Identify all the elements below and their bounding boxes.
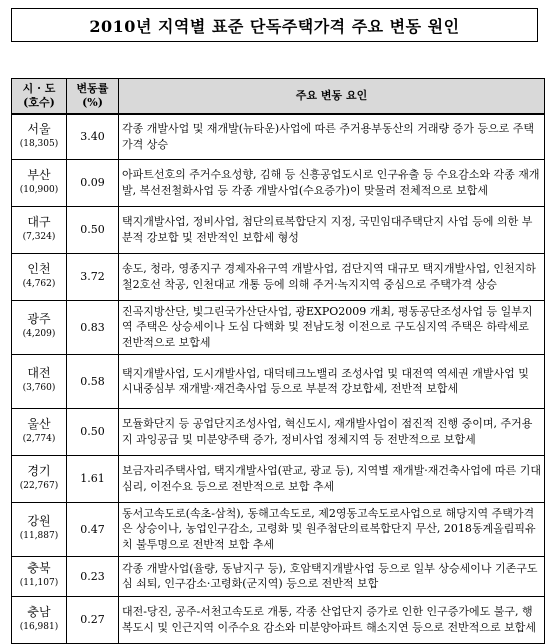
region-name: 강원	[27, 514, 51, 528]
change-cause: 보금자리주택사업, 택지개발사업(판교, 광교 등), 지역별 재개발·재건축사업에 따른 기대심리, 이전수요 등으로 전반적으로 보합 추세	[119, 455, 545, 502]
region-name: 부산	[27, 167, 51, 182]
region-cell	[12, 408, 67, 455]
region-name: 대전	[27, 366, 51, 380]
house-count: (18,305)	[19, 138, 59, 149]
header-cause: 주요 변동 요인	[119, 79, 545, 115]
house-count: (22,767)	[19, 480, 59, 491]
change-cause: 진곡지방산단, 빛그린국가산단사업, 광EXPO2009 개최, 평동공단조성사업 등 일부지역 주택은 상승세이나 도심 다핵화 및 전남도청 이전으로 구도심지역 주택은 하락세로 전반적으로 보합세	[119, 300, 545, 354]
change-rate: 0.09	[67, 159, 119, 206]
header-rate	[67, 79, 119, 115]
change-rate: 0.23	[67, 556, 119, 596]
table-row	[12, 206, 545, 253]
region-name: 광주	[27, 312, 51, 326]
region-name: 충북	[27, 561, 51, 575]
change-rate: 3.72	[67, 253, 119, 300]
change-rate: 0.58	[67, 354, 119, 408]
change-rate: 0.83	[67, 300, 119, 354]
region-name: 서울	[27, 121, 51, 136]
header-region	[12, 79, 67, 115]
region-cell	[12, 502, 67, 556]
table-row	[12, 354, 545, 408]
change-cause: 동서고속도로(속초-삼척), 동해고속도로, 제2영동고속도로사업으로 해당지역 주택가격은 상승이나, 농업인구감소, 고령화 및 원주첨단의료복합단지 무산, 2018동계올림픽유치 불투명으로 전반적 보합 추세	[119, 502, 545, 556]
table-row	[12, 556, 545, 596]
region-cell	[12, 556, 67, 596]
page-title: 2010년 지역별 표준 단독주택가격 주요 변동 원인	[89, 16, 460, 36]
table-row	[12, 502, 545, 556]
region-name: 울산	[27, 416, 51, 431]
table-header-row	[12, 79, 545, 115]
price-change-table	[11, 78, 545, 644]
region-cell	[12, 354, 67, 408]
table-row	[12, 408, 545, 455]
title-box	[11, 8, 538, 42]
table-row	[12, 114, 545, 159]
table-row	[12, 455, 545, 502]
region-cell	[12, 159, 67, 206]
house-count: (4,209)	[22, 329, 56, 339]
house-count: (4,762)	[22, 278, 56, 289]
change-rate: 0.50	[67, 206, 119, 253]
table-row	[12, 300, 545, 354]
change-rate: 0.27	[67, 596, 119, 643]
change-cause: 택지개발사업, 도시개발사업, 대덕테크노밸리 조성사업 및 대전역 역세권 개발사업 및 시내중심부 재개발·재건축사업 등으로 부분적 강보합세, 전반적 보합세	[119, 354, 545, 408]
change-cause: 각종 개발사업(율량, 동남지구 등), 호암택지개발사업 등으로 일부 상승세이나 기존구도심 쇠퇴, 인구감소·고령화(군지역) 등으로 전반적 보합	[119, 556, 545, 596]
header-region-label: 시 · 도	[22, 82, 56, 95]
region-cell	[12, 455, 67, 502]
region-cell	[12, 206, 67, 253]
change-cause: 택지개발사업, 정비사업, 첨단의료복합단지 지정, 국민임대주택단지 사업 등에 의한 부분적 강보합 및 전반적인 보합세 형성	[119, 206, 545, 253]
table-row	[12, 253, 545, 300]
region-name: 대구	[27, 214, 51, 229]
change-rate: 3.40	[67, 114, 119, 159]
region-name: 충남	[27, 604, 51, 619]
region-cell	[12, 253, 67, 300]
region-cell	[12, 300, 67, 354]
header-region-sub: (호수)	[23, 96, 55, 109]
house-count: (7,324)	[22, 231, 56, 242]
house-count: (11,887)	[19, 531, 59, 541]
region-cell	[12, 114, 67, 159]
table-row	[12, 159, 545, 206]
change-cause: 각종 개발사업 및 재개발(뉴타운)사업에 따른 주거용부동산의 거래량 증가 등으로 주택가격 상승	[119, 114, 545, 159]
region-name: 경기	[27, 463, 51, 478]
region-name: 인천	[27, 261, 51, 276]
house-count: (10,900)	[19, 184, 59, 195]
change-cause: 대전-당진, 공주-서천고속도로 개통, 각종 산업단지 증가로 인한 인구증가에도 불구, 행복도시 및 인근지역 이주수요 감소와 미분양아파트 해소지연 등으로 전반적으로 보합세	[119, 596, 545, 643]
house-count: (2,774)	[22, 433, 56, 444]
header-rate-label: 변동률	[76, 82, 109, 95]
header-rate-unit: (%)	[82, 96, 103, 109]
change-cause: 송도, 청라, 영종지구 경제자유구역 개발사업, 검단지역 대규모 택지개발사업, 인천지하철2호선 착공, 인천대교 개통 등에 의해 주거·녹지지역 중심으로 주택가격 상승	[119, 253, 545, 300]
change-cause: 아파트선호의 주거수요성향, 김해 등 신흥공업도시로 인구유출 등 수요감소와 각종 재개발, 복선전철화사업 등 각종 개발사업(수요증가)이 맞물려 전체적으로 보합세	[119, 159, 545, 206]
table-container	[11, 78, 544, 644]
house-count: (16,981)	[19, 621, 59, 632]
change-cause: 모듈화단지 등 공업단지조성사업, 혁신도시, 재개발사업이 점진적 진행 중이며, 주거용지 과잉공급 및 미분양주택 증가, 정비사업 정체지역 등 전반적으로 보합세	[119, 408, 545, 455]
change-rate: 0.50	[67, 408, 119, 455]
change-rate: 1.61	[67, 455, 119, 502]
house-count: (11,107)	[19, 578, 59, 588]
table-body	[12, 114, 545, 643]
house-count: (3,760)	[22, 383, 56, 393]
change-rate: 0.47	[67, 502, 119, 556]
